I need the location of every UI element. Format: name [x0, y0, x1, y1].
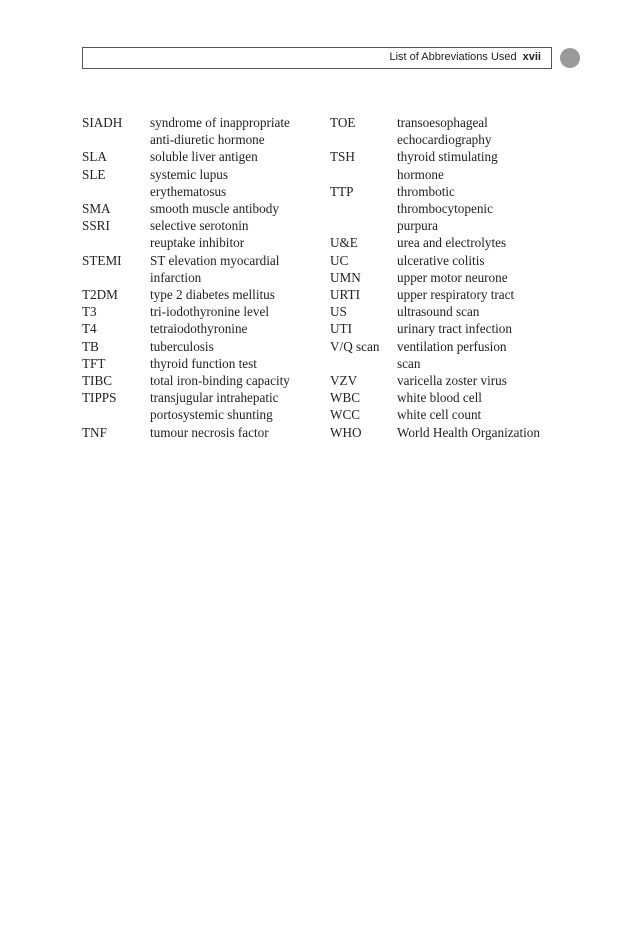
definition-line: urea and electrolytes — [397, 235, 507, 251]
definition-line: transjugular intrahepatic — [150, 390, 279, 406]
abbreviation-definition — [397, 389, 590, 406]
abbreviation-entry — [330, 303, 590, 320]
abbreviation-entry — [82, 217, 322, 251]
abbreviation-definition — [397, 320, 590, 337]
definition-line: ST elevation myocardial — [150, 252, 280, 268]
definition-line: tetraiodothyronine — [150, 321, 248, 337]
definition-line: smooth muscle antibody — [150, 201, 279, 217]
abbreviation-entry — [82, 114, 322, 148]
abbreviation-definition — [150, 320, 322, 337]
abbreviation-entry — [82, 372, 322, 389]
definition-line: thyroid function test — [150, 355, 257, 371]
definition-line: echocardiography — [397, 132, 492, 148]
definition-line: thrombotic — [397, 183, 455, 199]
abbreviation-definition — [150, 303, 322, 320]
definition-line: selective serotonin — [150, 218, 249, 234]
abbreviation-definition — [397, 286, 590, 303]
definition-line: ventilation perfusion — [397, 338, 507, 354]
definition-line: purpura — [397, 218, 439, 234]
definition-line: tuberculosis — [150, 338, 214, 354]
abbreviation-definition — [397, 406, 590, 423]
abbreviation-term: SIADH — [82, 115, 123, 130]
abbreviation-term: TB — [82, 338, 99, 354]
running-header — [82, 47, 552, 69]
abbreviation-term: SLA — [82, 149, 107, 165]
abbreviation-entry — [330, 389, 590, 406]
definition-line: infarction — [150, 269, 202, 285]
abbreviation-entry — [330, 114, 590, 148]
abbreviation-term: SSRI — [82, 218, 110, 234]
abbreviation-entry — [82, 424, 322, 441]
abbreviation-definition — [150, 114, 322, 148]
abbreviation-entry — [82, 286, 322, 303]
abbreviation-definition — [150, 389, 322, 423]
abbreviation-entry — [330, 148, 590, 182]
definition-line: ulcerative colitis — [397, 252, 485, 268]
abbreviation-definition — [397, 252, 590, 269]
definition-line: scan — [397, 355, 421, 371]
abbreviation-entry — [330, 372, 590, 389]
abbreviation-definition — [150, 252, 322, 286]
definition-line: ultrasound scan — [397, 304, 480, 320]
definition-line: erythematosus — [150, 183, 227, 199]
definition-line: thrombocytopenic — [397, 201, 493, 217]
abbreviation-definition — [150, 372, 322, 389]
abbreviation-definition — [397, 269, 590, 286]
abbreviation-list-left — [82, 114, 322, 441]
abbreviation-term: URTI — [330, 287, 360, 303]
abbreviation-entry — [82, 389, 322, 423]
definition-line: portosystemic shunting — [150, 407, 273, 423]
abbreviation-entry — [82, 303, 322, 320]
abbreviation-definition — [150, 217, 322, 251]
abbreviation-definition — [150, 338, 322, 355]
abbreviation-entry — [82, 355, 322, 372]
abbreviation-definition — [150, 148, 322, 165]
abbreviation-term: TSH — [330, 149, 355, 165]
abbreviation-definition — [150, 424, 322, 441]
abbreviation-entry — [330, 338, 590, 372]
definition-line: reuptake inhibitor — [150, 235, 245, 251]
definition-line: thyroid stimulating — [397, 149, 498, 165]
definition-line: tri-iodothyronine level — [150, 304, 270, 320]
abbreviation-term: VZV — [330, 373, 358, 389]
abbreviation-entry — [82, 338, 322, 355]
abbreviation-term: T4 — [82, 321, 97, 337]
definition-line: urinary tract infection — [397, 321, 512, 337]
abbreviation-definition — [397, 303, 590, 320]
abbreviation-entry — [330, 183, 590, 235]
abbreviation-definition — [397, 148, 590, 182]
definition-line: World Health Organization — [397, 424, 540, 440]
abbreviation-term: US — [330, 304, 347, 320]
abbreviation-term: TFT — [82, 355, 106, 371]
abbreviation-term: TIPPS — [82, 390, 117, 406]
abbreviation-entry — [330, 269, 590, 286]
definition-line: systemic lupus — [150, 166, 229, 182]
definition-line: syndrome of inappropriate — [150, 115, 290, 130]
abbreviation-definition — [397, 338, 590, 372]
header-title: List of Abbreviations Used — [389, 51, 517, 63]
definition-line: upper respiratory tract — [397, 287, 515, 303]
abbreviation-term: U&E — [330, 235, 358, 251]
abbreviation-term: TTP — [330, 183, 354, 199]
abbreviation-term: SMA — [82, 201, 111, 217]
abbreviation-term: UMN — [330, 269, 361, 285]
abbreviation-entry — [330, 424, 590, 441]
abbreviation-term: T2DM — [82, 287, 118, 303]
abbreviation-entry — [82, 320, 322, 337]
definition-line: hormone — [397, 166, 444, 182]
abbreviation-term: TNF — [82, 424, 107, 440]
abbreviation-definition — [150, 286, 322, 303]
page-number: xvii — [522, 51, 541, 63]
abbreviation-entry — [330, 286, 590, 303]
abbreviation-term: TOE — [330, 115, 356, 130]
abbreviation-term: WCC — [330, 407, 361, 423]
definition-line: total iron-binding capacity — [150, 373, 290, 389]
abbreviation-definition — [397, 183, 590, 235]
abbreviation-definition — [397, 424, 590, 441]
abbreviation-entry — [330, 234, 590, 251]
definition-line: anti-diuretic hormone — [150, 132, 265, 148]
definition-line: white cell count — [397, 407, 482, 423]
abbreviation-term: TIBC — [82, 373, 113, 389]
abbreviation-definition — [397, 234, 590, 251]
definition-line: tumour necrosis factor — [150, 424, 269, 440]
abbreviation-term: WHO — [330, 424, 362, 440]
abbreviation-entry — [330, 252, 590, 269]
abbreviation-definition — [397, 114, 590, 148]
abbreviation-term: V/Q scan — [330, 338, 380, 354]
abbreviation-entry — [82, 166, 322, 200]
abbreviation-term: WBC — [330, 390, 361, 406]
abbreviation-entry — [82, 148, 322, 165]
abbreviation-definition — [150, 355, 322, 372]
abbreviation-term: UC — [330, 252, 349, 268]
abbreviation-entry — [82, 200, 322, 217]
abbreviation-term: SLE — [82, 166, 106, 182]
abbreviation-list-right — [330, 114, 590, 441]
definition-line: transoesophageal — [397, 115, 488, 130]
abbreviation-term: STEMI — [82, 252, 122, 268]
definition-line: soluble liver antigen — [150, 149, 258, 165]
definition-line: white blood cell — [397, 390, 482, 406]
abbreviation-entry — [330, 406, 590, 423]
definition-line: varicella zoster virus — [397, 373, 507, 389]
abbreviation-definition — [150, 200, 322, 217]
abbreviation-term: UTI — [330, 321, 352, 337]
abbreviation-entry — [82, 252, 322, 286]
definition-line: upper motor neurone — [397, 269, 508, 285]
abbreviation-entry — [330, 320, 590, 337]
abbreviation-definition — [397, 372, 590, 389]
page-tab-circle — [560, 48, 580, 68]
abbreviation-term: T3 — [82, 304, 97, 320]
abbreviation-definition — [150, 166, 322, 200]
header-text — [389, 51, 541, 63]
definition-line: type 2 diabetes mellitus — [150, 287, 275, 303]
